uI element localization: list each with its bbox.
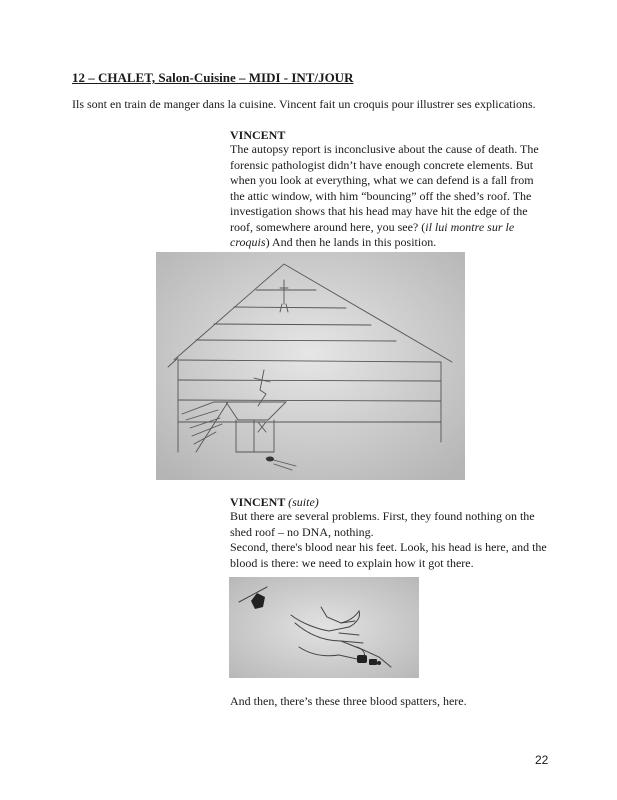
blood-spatter-sketch-photo	[229, 577, 419, 678]
character-name-vincent-suite	[230, 495, 319, 510]
character-extension: (suite)	[288, 495, 319, 509]
dialogue-text-end: ) And then he lands in this position.	[265, 235, 437, 249]
dialogue-problems	[230, 509, 550, 571]
dialogue-line-second: Second, there's blood near his feet. Look, his head is here, and the blood is there: we need to explain how it got there.	[230, 540, 547, 570]
dialogue-parenthetical: il lui montre sur le croquis	[230, 219, 515, 249]
page-number: 22	[535, 753, 549, 767]
chalet-sketch-photo	[156, 252, 465, 480]
scene-action-line: Ils sont en train de manger dans la cuisine. Vincent fait un croquis pour illustrer ses explications.	[72, 97, 536, 111]
dialogue-text: The autopsy report is inconclusive about the cause of death. The forensic pathologist didn’t have enough concrete elements. But when you look at everything, what we can defend is a fall from the attic window, with him “bouncing” off the shed’s roof. The investigation shows that his head may have hit the edge of the roof, somewhere around here, you see? (	[230, 142, 539, 234]
character-name: VINCENT	[230, 495, 286, 509]
closing-dialogue-line: And then, there’s these three blood spatters, here.	[230, 694, 467, 708]
dialogue-autopsy	[230, 142, 550, 251]
scene-heading: 12 – CHALET, Salon-Cuisine – MIDI - INT/JOUR	[72, 70, 354, 85]
character-name-vincent: VINCENT	[230, 128, 286, 142]
dialogue-line-first: But there are several problems. First, they found nothing on the shed roof – no DNA, nothing.	[230, 509, 535, 539]
